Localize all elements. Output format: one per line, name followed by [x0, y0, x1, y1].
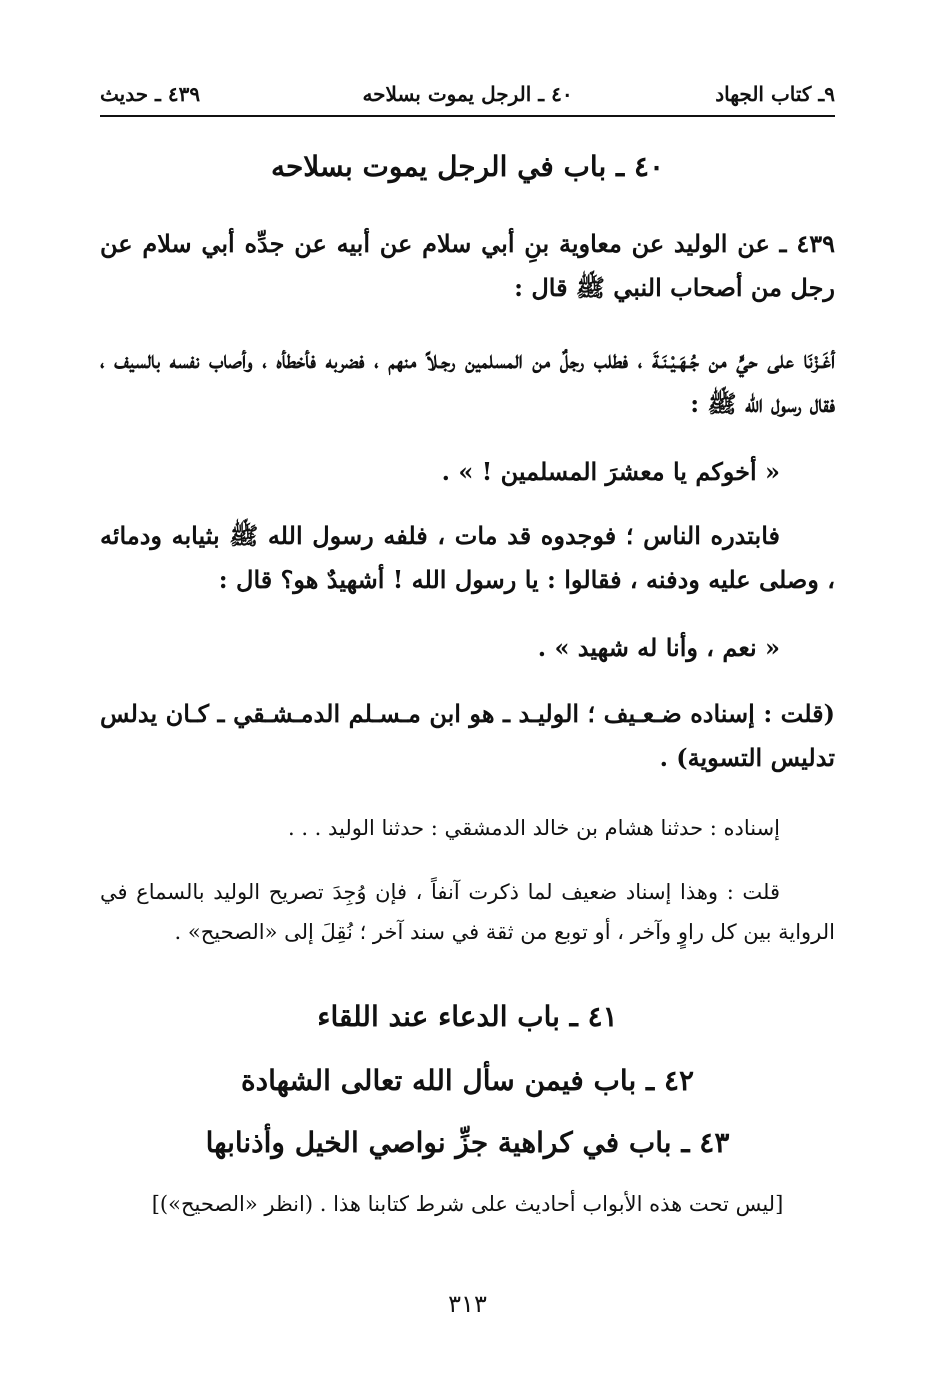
editor-comment: قلت : وهذا إسناد ضعيف لما ذكرت آنفاً ، فإن وُجِدَ تصريح الوليد بالسماع في الرواية بين كل راوٍ وآخر ، أو توبع من ثقة في سند آخر ؛ نُقِلَ إلى «الصحيح» .	[100, 880, 835, 944]
chapter-43-heading: ٤٣ ـ باب في كراهية جزِّ نواصي الخيل وأذنابها	[205, 1126, 730, 1159]
isnad-note: إسناده : حدثنا هشام بن خالد الدمشقي : حدثنا الوليد . . .	[287, 816, 780, 840]
hadith-narrative-1: أغَـزْنَا على حيٍّ من جُـهَـيْـنَـةَ ، فطلب رجلٌ من المسلمين رجـلاً منهم ، فضربه فأخطأه ، وأصاب نفسه بالسيف ، فقال رسول الله ﷺ :	[100, 345, 835, 418]
hadith-quote-2: « نعم ، وأنا له شهيد » .	[537, 633, 780, 662]
chapter-40-heading: ٤٠ ـ باب في الرجل يموت بسلاحه	[270, 150, 665, 183]
hadith-narrative-2: فابتدره الناس ؛ فوجدوه قد مات ، فلفه رسول الله ﷺ بثيابه ودمائه ، وصلى عليه ودفنه ، فقالوا : يا رسول الله ! أشهيدٌ هو؟ قال :	[100, 521, 835, 594]
header-chapter-title: ٤٠ ـ الرجل يموت بسلاحه	[362, 82, 573, 106]
chapter-41-heading: ٤١ ـ باب الدعاء عند اللقاء	[317, 1000, 618, 1033]
book-page	[100, 0, 835, 1374]
hadith-grading: (قلت : إسناده ضـعـيف ؛ الوليـد ـ هو ابن مـسـلم الدمـشـقي ـ كـان يدلس تدليس التسوية) .	[100, 699, 835, 772]
hadith-quote-1: « أخوكم يا معشرَ المسلمين ! » .	[441, 457, 780, 486]
running-header	[100, 82, 835, 114]
chapter-42-heading: ٤٢ ـ باب فيمن سأل الله تعالى الشهادة	[240, 1064, 695, 1097]
header-hadith-number: ٤٣٩ ـ حديث	[100, 82, 201, 106]
page-number: ٣١٣	[448, 1290, 487, 1318]
header-divider	[100, 115, 835, 117]
chapters-note: [ليس تحت هذه الأبواب أحاديث على شرط كتابنا هذا . (انظر «الصحيح»)]	[151, 1192, 784, 1216]
header-book-title: ٩ـ كتاب الجهاد	[715, 82, 835, 106]
hadith-chain: ٤٣٩ ـ عن الوليد عن معاوية بنِ أبي سلام عن أبيه عن جدِّه أبي سلام عن رجل من أصحاب النبي ﷺ قال :	[100, 229, 835, 302]
